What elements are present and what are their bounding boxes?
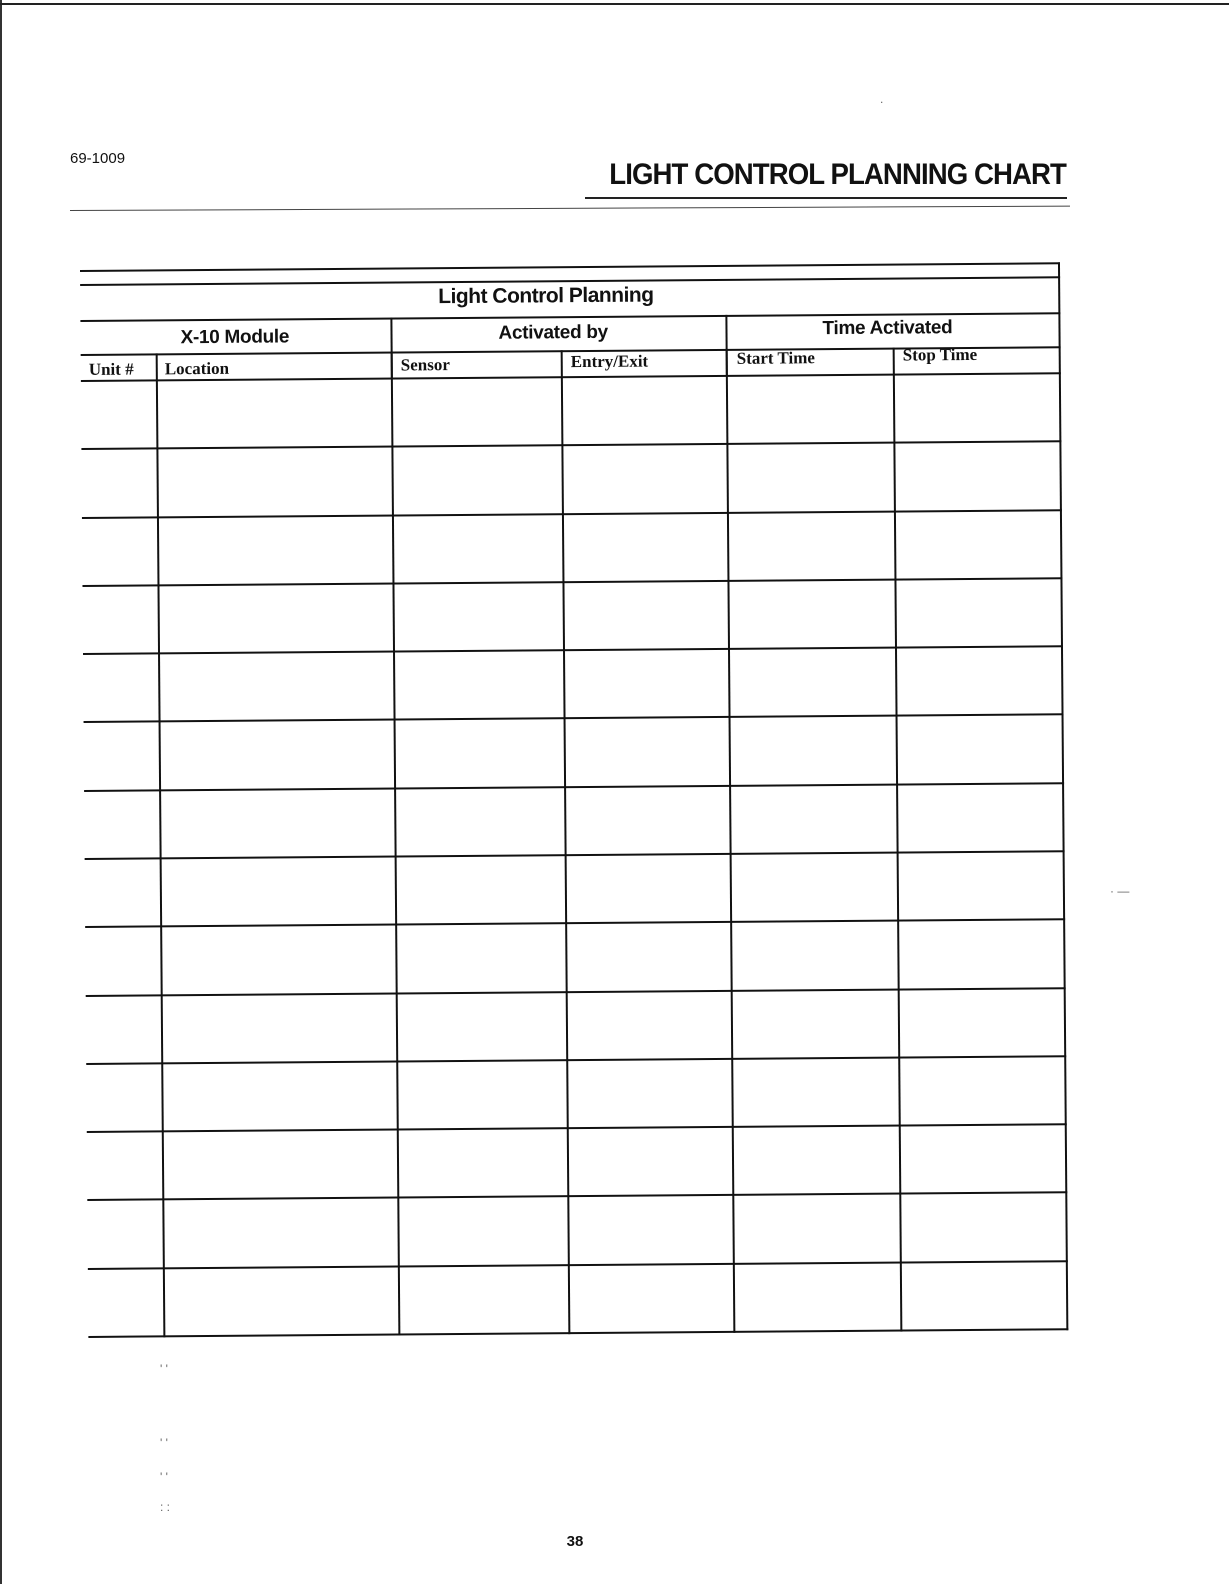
- table-top-rule: [80, 262, 1060, 272]
- page-title: LIGHT CONTROL PLANNING CHART: [609, 158, 1066, 191]
- scan-speck: ' ': [160, 1470, 168, 1484]
- table-row-rule: [84, 713, 1064, 723]
- column-header-sensor: Sensor: [400, 355, 450, 375]
- col-divider-unit: [156, 353, 166, 1337]
- group-x10-module: X-10 Module: [180, 326, 290, 349]
- table-row-rule: [86, 987, 1066, 997]
- document-number: 69-1009: [70, 150, 126, 167]
- scan-speck: ' ': [160, 1362, 168, 1376]
- col-divider-entry: [726, 349, 736, 1333]
- col-divider-location: [391, 352, 401, 1336]
- table-row-rule: [88, 1260, 1068, 1270]
- scan-speck: ' ': [160, 1436, 168, 1450]
- table-title: Light Control Planning: [438, 283, 654, 309]
- group-activated-by: Activated by: [498, 321, 608, 344]
- table-row-rule: [85, 918, 1065, 928]
- scan-speck: .: [880, 92, 884, 106]
- table-row-rule: [85, 850, 1065, 860]
- table-row-rule: [83, 645, 1063, 655]
- col-divider-sensor: [561, 350, 571, 1334]
- page-number: 38: [566, 1533, 584, 1550]
- table-row-rule: [81, 440, 1061, 450]
- table-row-rule: [82, 509, 1062, 519]
- table-row-rule: [86, 1055, 1066, 1065]
- scan-speck: : :: [160, 1500, 171, 1514]
- title-underline: [585, 197, 1067, 199]
- group-time-activated: Time Activated: [822, 317, 953, 340]
- page-edge: [0, 0, 2, 1584]
- column-header-location: Location: [164, 358, 230, 379]
- table-row-rule: [84, 782, 1064, 792]
- column-header-entry-exit: Entry/Exit: [570, 351, 649, 372]
- table-right-border: [1058, 262, 1068, 1330]
- top-rule: [0, 3, 1229, 5]
- table-row-rule: [82, 577, 1062, 587]
- column-header-start-time: Start Time: [736, 348, 816, 368]
- header-rule: [70, 206, 1070, 211]
- table-row-rule: [87, 1191, 1067, 1201]
- table-row-rule: [88, 1328, 1068, 1338]
- col-divider-start: [893, 348, 903, 1332]
- scan-speck: · —: [1110, 884, 1130, 898]
- column-header-unit: Unit #: [88, 359, 134, 379]
- column-header-stop-time: Stop Time: [902, 344, 978, 365]
- table-row-rule: [87, 1123, 1067, 1133]
- planning-table: [80, 262, 1083, 1338]
